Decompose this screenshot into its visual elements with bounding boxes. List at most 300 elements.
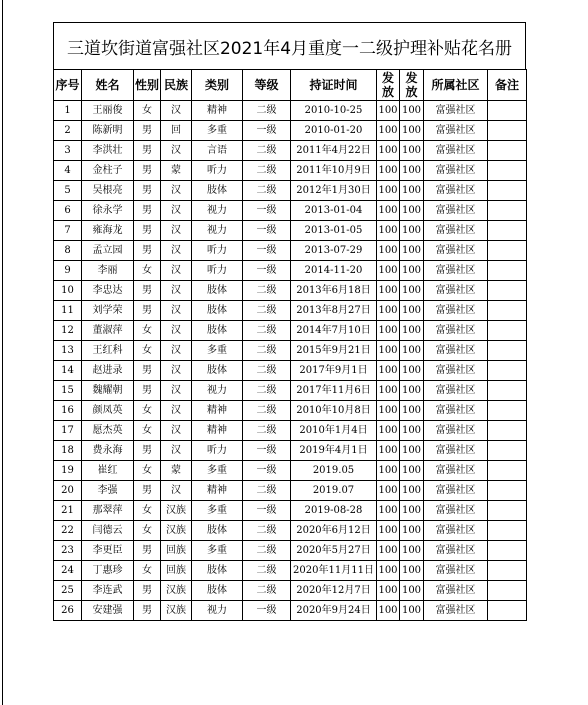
cell-payment-2: 100: [400, 321, 424, 341]
cell-name: 王红科: [82, 341, 134, 361]
cell-payment-2: 100: [400, 181, 424, 201]
cell-ethnicity: 回族: [161, 561, 192, 581]
table-row: [54, 361, 527, 381]
cell-name: 孟立园: [82, 241, 134, 261]
table-row: [54, 541, 527, 561]
table-row: [54, 101, 527, 121]
cell-remarks: [488, 221, 527, 241]
cell-name: 陈新明: [82, 121, 134, 141]
cell-payment-1: 100: [377, 161, 400, 181]
cell-grade: 二级: [243, 141, 291, 161]
cell-community: 富强社区: [424, 201, 488, 221]
roster-table: [53, 69, 527, 621]
cell-name: 董淑萍: [82, 321, 134, 341]
cell-category: 肢体: [192, 561, 243, 581]
cell-index: 12: [54, 321, 82, 341]
cell-cert-date: 2013年6月18日: [291, 281, 377, 301]
cell-ethnicity: 汉族: [161, 501, 192, 521]
cell-ethnicity: 汉: [161, 361, 192, 381]
cell-index: 22: [54, 521, 82, 541]
cell-remarks: [488, 541, 527, 561]
table-row: [54, 201, 527, 221]
cell-remarks: [488, 461, 527, 481]
cell-payment-1: 100: [377, 541, 400, 561]
cell-cert-date: 2010-10-25: [291, 101, 377, 121]
cell-category: 肢体: [192, 301, 243, 321]
table-row: [54, 401, 527, 421]
cell-payment-1: 100: [377, 281, 400, 301]
table-row: [54, 241, 527, 261]
cell-cert-date: 2020年12月7日: [291, 581, 377, 601]
cell-grade: 二级: [243, 481, 291, 501]
cell-payment-2: 100: [400, 361, 424, 381]
cell-cert-date: 2015年9月21日: [291, 341, 377, 361]
cell-ethnicity: 汉族: [161, 521, 192, 541]
cell-ethnicity: 蒙: [161, 461, 192, 481]
cell-payment-2: 100: [400, 561, 424, 581]
cell-ethnicity: 汉: [161, 481, 192, 501]
cell-gender: 男: [134, 141, 161, 161]
cell-grade: 一级: [243, 221, 291, 241]
cell-ethnicity: 汉: [161, 181, 192, 201]
table-row: [54, 141, 527, 161]
cell-index: 26: [54, 601, 82, 621]
cell-community: 富强社区: [424, 521, 488, 541]
cell-community: 富强社区: [424, 341, 488, 361]
cell-ethnicity: 汉: [161, 201, 192, 221]
cell-remarks: [488, 141, 527, 161]
cell-grade: 二级: [243, 381, 291, 401]
cell-payment-2: 100: [400, 121, 424, 141]
cell-cert-date: 2011年4月22日: [291, 141, 377, 161]
cell-payment-1: 100: [377, 361, 400, 381]
cell-name: 颜凤英: [82, 401, 134, 421]
cell-gender: 女: [134, 561, 161, 581]
cell-index: 5: [54, 181, 82, 201]
cell-grade: 二级: [243, 521, 291, 541]
cell-community: 富强社区: [424, 441, 488, 461]
cell-grade: 一级: [243, 121, 291, 141]
cell-index: 1: [54, 101, 82, 121]
cell-grade: 二级: [243, 401, 291, 421]
cell-index: 8: [54, 241, 82, 261]
cell-name: 金柱子: [82, 161, 134, 181]
cell-grade: 二级: [243, 321, 291, 341]
cell-grade: 二级: [243, 541, 291, 561]
cell-ethnicity: 回: [161, 121, 192, 141]
cell-payment-2: 100: [400, 521, 424, 541]
cell-index: 3: [54, 141, 82, 161]
cell-category: 视力: [192, 381, 243, 401]
cell-payment-1: 100: [377, 381, 400, 401]
cell-payment-1: 100: [377, 201, 400, 221]
table-row: [54, 481, 527, 501]
cell-cert-date: 2020年5月27日: [291, 541, 377, 561]
cell-remarks: [488, 261, 527, 281]
cell-gender: 男: [134, 301, 161, 321]
cell-community: 富强社区: [424, 501, 488, 521]
cell-cert-date: 2020年9月24日: [291, 601, 377, 621]
header-row: [54, 70, 527, 101]
cell-cert-date: 2017年11月6日: [291, 381, 377, 401]
cell-category: 精神: [192, 421, 243, 441]
cell-grade: 二级: [243, 281, 291, 301]
cell-payment-1: 100: [377, 101, 400, 121]
table-row: [54, 581, 527, 601]
cell-remarks: [488, 381, 527, 401]
cell-payment-1: 100: [377, 461, 400, 481]
cell-category: 视力: [192, 601, 243, 621]
cell-index: 7: [54, 221, 82, 241]
cell-cert-date: 2010年10月8日: [291, 401, 377, 421]
cell-grade: 二级: [243, 161, 291, 181]
cell-category: 言语: [192, 141, 243, 161]
cell-community: 富强社区: [424, 261, 488, 281]
cell-cert-date: 2020年11月11日: [291, 561, 377, 581]
cell-community: 富强社区: [424, 481, 488, 501]
cell-index: 23: [54, 541, 82, 561]
cell-cert-date: 2019.07: [291, 481, 377, 501]
cell-gender: 男: [134, 121, 161, 141]
cell-community: 富强社区: [424, 601, 488, 621]
cell-category: 精神: [192, 401, 243, 421]
cell-payment-2: 100: [400, 101, 424, 121]
cell-community: 富强社区: [424, 561, 488, 581]
cell-index: 16: [54, 401, 82, 421]
roster-sheet: [53, 22, 526, 621]
cell-name: 李连武: [82, 581, 134, 601]
cell-payment-2: 100: [400, 301, 424, 321]
cell-ethnicity: 汉族: [161, 581, 192, 601]
cell-category: 多重: [192, 541, 243, 561]
cell-community: 富强社区: [424, 101, 488, 121]
cell-community: 富强社区: [424, 161, 488, 181]
cell-cert-date: 2011年10月9日: [291, 161, 377, 181]
cell-ethnicity: 汉: [161, 281, 192, 301]
cell-cert-date: 2013年8月27日: [291, 301, 377, 321]
cell-grade: 一级: [243, 461, 291, 481]
cell-remarks: [488, 521, 527, 541]
cell-name: 魏耀朝: [82, 381, 134, 401]
cell-ethnicity: 汉: [161, 381, 192, 401]
cell-grade: 一级: [243, 601, 291, 621]
cell-grade: 二级: [243, 301, 291, 321]
header-index: 序号: [54, 70, 82, 101]
cell-category: 肢体: [192, 361, 243, 381]
cell-cert-date: 2014-11-20: [291, 261, 377, 281]
cell-grade: 一级: [243, 441, 291, 461]
cell-category: 视力: [192, 221, 243, 241]
cell-name: 王丽俊: [82, 101, 134, 121]
cell-payment-2: 100: [400, 441, 424, 461]
cell-gender: 男: [134, 181, 161, 201]
cell-community: 富强社区: [424, 181, 488, 201]
roster-body: [54, 101, 527, 621]
cell-cert-date: 2019-08-28: [291, 501, 377, 521]
cell-grade: 二级: [243, 101, 291, 121]
cell-gender: 女: [134, 341, 161, 361]
cell-name: 费永海: [82, 441, 134, 461]
cell-name: 李忠达: [82, 281, 134, 301]
cell-name: 丁惠珍: [82, 561, 134, 581]
cell-remarks: [488, 241, 527, 261]
cell-payment-1: 100: [377, 421, 400, 441]
header-gender: 性别: [134, 70, 161, 101]
cell-remarks: [488, 181, 527, 201]
cell-payment-1: 100: [377, 501, 400, 521]
cell-cert-date: 2010-01-20: [291, 121, 377, 141]
cell-payment-2: 100: [400, 401, 424, 421]
cell-payment-1: 100: [377, 341, 400, 361]
cell-index: 11: [54, 301, 82, 321]
cell-category: 肢体: [192, 181, 243, 201]
cell-gender: 男: [134, 581, 161, 601]
cell-category: 肢体: [192, 281, 243, 301]
header-payment-1: 发放: [377, 70, 400, 101]
cell-payment-2: 100: [400, 341, 424, 361]
cell-remarks: [488, 161, 527, 181]
cell-category: 肢体: [192, 321, 243, 341]
cell-remarks: [488, 601, 527, 621]
cell-category: 精神: [192, 481, 243, 501]
header-category: 类别: [192, 70, 243, 101]
cell-index: 9: [54, 261, 82, 281]
cell-index: 21: [54, 501, 82, 521]
cell-cert-date: 2012年1月30日: [291, 181, 377, 201]
header-name: 姓名: [82, 70, 134, 101]
cell-remarks: [488, 201, 527, 221]
cell-payment-1: 100: [377, 481, 400, 501]
cell-remarks: [488, 401, 527, 421]
cell-ethnicity: 汉: [161, 241, 192, 261]
cell-grade: 一级: [243, 261, 291, 281]
cell-gender: 男: [134, 221, 161, 241]
header-ethnicity: 民族: [161, 70, 192, 101]
cell-index: 2: [54, 121, 82, 141]
header-cert-date: 持证时间: [291, 70, 377, 101]
cell-gender: 男: [134, 361, 161, 381]
cell-ethnicity: 汉: [161, 221, 192, 241]
cell-name: 那翠萍: [82, 501, 134, 521]
table-row: [54, 561, 527, 581]
table-row: [54, 421, 527, 441]
cell-remarks: [488, 321, 527, 341]
cell-gender: 男: [134, 281, 161, 301]
cell-name: 徐永学: [82, 201, 134, 221]
cell-remarks: [488, 341, 527, 361]
cell-payment-1: 100: [377, 241, 400, 261]
cell-cert-date: 2010年1月4日: [291, 421, 377, 441]
cell-name: 李强: [82, 481, 134, 501]
cell-community: 富强社区: [424, 581, 488, 601]
cell-remarks: [488, 421, 527, 441]
cell-grade: 二级: [243, 341, 291, 361]
cell-category: 听力: [192, 241, 243, 261]
cell-payment-1: 100: [377, 141, 400, 161]
cell-category: 多重: [192, 501, 243, 521]
cell-community: 富强社区: [424, 221, 488, 241]
cell-payment-2: 100: [400, 161, 424, 181]
header-remarks: 备注: [488, 70, 527, 101]
cell-community: 富强社区: [424, 381, 488, 401]
cell-remarks: [488, 581, 527, 601]
cell-index: 15: [54, 381, 82, 401]
cell-grade: 二级: [243, 181, 291, 201]
cell-gender: 女: [134, 101, 161, 121]
cell-payment-2: 100: [400, 281, 424, 301]
cell-category: 多重: [192, 341, 243, 361]
cell-index: 24: [54, 561, 82, 581]
cell-gender: 女: [134, 321, 161, 341]
cell-gender: 男: [134, 161, 161, 181]
cell-name: 赵进录: [82, 361, 134, 381]
cell-community: 富强社区: [424, 301, 488, 321]
table-row: [54, 321, 527, 341]
cell-remarks: [488, 501, 527, 521]
cell-index: 19: [54, 461, 82, 481]
cell-cert-date: 2014年7月10日: [291, 321, 377, 341]
table-row: [54, 301, 527, 321]
cell-name: 雍海龙: [82, 221, 134, 241]
cell-name: 闫德云: [82, 521, 134, 541]
cell-index: 20: [54, 481, 82, 501]
cell-payment-2: 100: [400, 481, 424, 501]
table-row: [54, 501, 527, 521]
cell-ethnicity: 汉: [161, 401, 192, 421]
cell-community: 富强社区: [424, 401, 488, 421]
cell-remarks: [488, 481, 527, 501]
cell-name: 安建强: [82, 601, 134, 621]
cell-remarks: [488, 561, 527, 581]
cell-payment-2: 100: [400, 261, 424, 281]
table-row: [54, 221, 527, 241]
cell-community: 富强社区: [424, 461, 488, 481]
cell-name: 李丽: [82, 261, 134, 281]
cell-payment-2: 100: [400, 501, 424, 521]
cell-gender: 男: [134, 381, 161, 401]
cell-cert-date: 2013-01-05: [291, 221, 377, 241]
cell-category: 多重: [192, 121, 243, 141]
cell-gender: 男: [134, 601, 161, 621]
cell-payment-1: 100: [377, 581, 400, 601]
table-row: [54, 461, 527, 481]
cell-name: 李更臣: [82, 541, 134, 561]
cell-payment-1: 100: [377, 441, 400, 461]
cell-cert-date: 2019.05: [291, 461, 377, 481]
cell-cert-date: 2013-01-04: [291, 201, 377, 221]
cell-payment-1: 100: [377, 601, 400, 621]
cell-cert-date: 2020年6月12日: [291, 521, 377, 541]
cell-index: 6: [54, 201, 82, 221]
cell-community: 富强社区: [424, 241, 488, 261]
cell-remarks: [488, 101, 527, 121]
cell-index: 4: [54, 161, 82, 181]
cell-remarks: [488, 441, 527, 461]
cell-grade: 一级: [243, 201, 291, 221]
cell-name: 吴根亮: [82, 181, 134, 201]
cell-remarks: [488, 121, 527, 141]
cell-ethnicity: 回族: [161, 541, 192, 561]
cell-category: 听力: [192, 441, 243, 461]
cell-payment-1: 100: [377, 301, 400, 321]
cell-cert-date: 2013-07-29: [291, 241, 377, 261]
cell-payment-1: 100: [377, 221, 400, 241]
cell-name: 李洪壮: [82, 141, 134, 161]
cell-payment-2: 100: [400, 221, 424, 241]
cell-payment-2: 100: [400, 541, 424, 561]
cell-grade: 二级: [243, 421, 291, 441]
cell-payment-2: 100: [400, 601, 424, 621]
table-row: [54, 281, 527, 301]
cell-community: 富强社区: [424, 541, 488, 561]
table-row: [54, 261, 527, 281]
cell-community: 富强社区: [424, 421, 488, 441]
page-left-border: [2, 0, 3, 705]
cell-ethnicity: 蒙: [161, 161, 192, 181]
cell-gender: 女: [134, 401, 161, 421]
table-row: [54, 441, 527, 461]
cell-category: 肢体: [192, 581, 243, 601]
cell-community: 富强社区: [424, 281, 488, 301]
cell-grade: 一级: [243, 501, 291, 521]
header-community: 所属社区: [424, 70, 488, 101]
table-row: [54, 181, 527, 201]
cell-gender: 男: [134, 481, 161, 501]
cell-gender: 女: [134, 261, 161, 281]
cell-gender: 女: [134, 421, 161, 441]
cell-ethnicity: 汉: [161, 301, 192, 321]
cell-payment-2: 100: [400, 141, 424, 161]
cell-payment-1: 100: [377, 181, 400, 201]
cell-payment-1: 100: [377, 521, 400, 541]
cell-gender: 女: [134, 521, 161, 541]
cell-remarks: [488, 361, 527, 381]
cell-payment-2: 100: [400, 461, 424, 481]
cell-index: 13: [54, 341, 82, 361]
cell-ethnicity: 汉: [161, 261, 192, 281]
cell-index: 14: [54, 361, 82, 381]
cell-payment-1: 100: [377, 321, 400, 341]
cell-ethnicity: 汉: [161, 141, 192, 161]
cell-payment-1: 100: [377, 121, 400, 141]
header-grade: 等级: [243, 70, 291, 101]
cell-remarks: [488, 281, 527, 301]
cell-gender: 女: [134, 501, 161, 521]
cell-gender: 男: [134, 541, 161, 561]
cell-name: 愿杰英: [82, 421, 134, 441]
cell-payment-2: 100: [400, 581, 424, 601]
cell-payment-1: 100: [377, 401, 400, 421]
table-row: [54, 521, 527, 541]
cell-ethnicity: 汉: [161, 101, 192, 121]
cell-payment-2: 100: [400, 421, 424, 441]
cell-payment-1: 100: [377, 561, 400, 581]
table-row: [54, 381, 527, 401]
cell-index: 18: [54, 441, 82, 461]
cell-category: 精神: [192, 101, 243, 121]
cell-gender: 男: [134, 201, 161, 221]
cell-category: 听力: [192, 161, 243, 181]
header-payment-2: 发放: [400, 70, 424, 101]
cell-community: 富强社区: [424, 361, 488, 381]
cell-ethnicity: 汉族: [161, 601, 192, 621]
table-row: [54, 121, 527, 141]
cell-grade: 一级: [243, 241, 291, 261]
cell-name: 崔红: [82, 461, 134, 481]
roster-title: 三道坎街道富强社区2021年4月重度一二级护理补贴花名册: [53, 22, 526, 69]
table-row: [54, 601, 527, 621]
cell-ethnicity: 汉: [161, 441, 192, 461]
